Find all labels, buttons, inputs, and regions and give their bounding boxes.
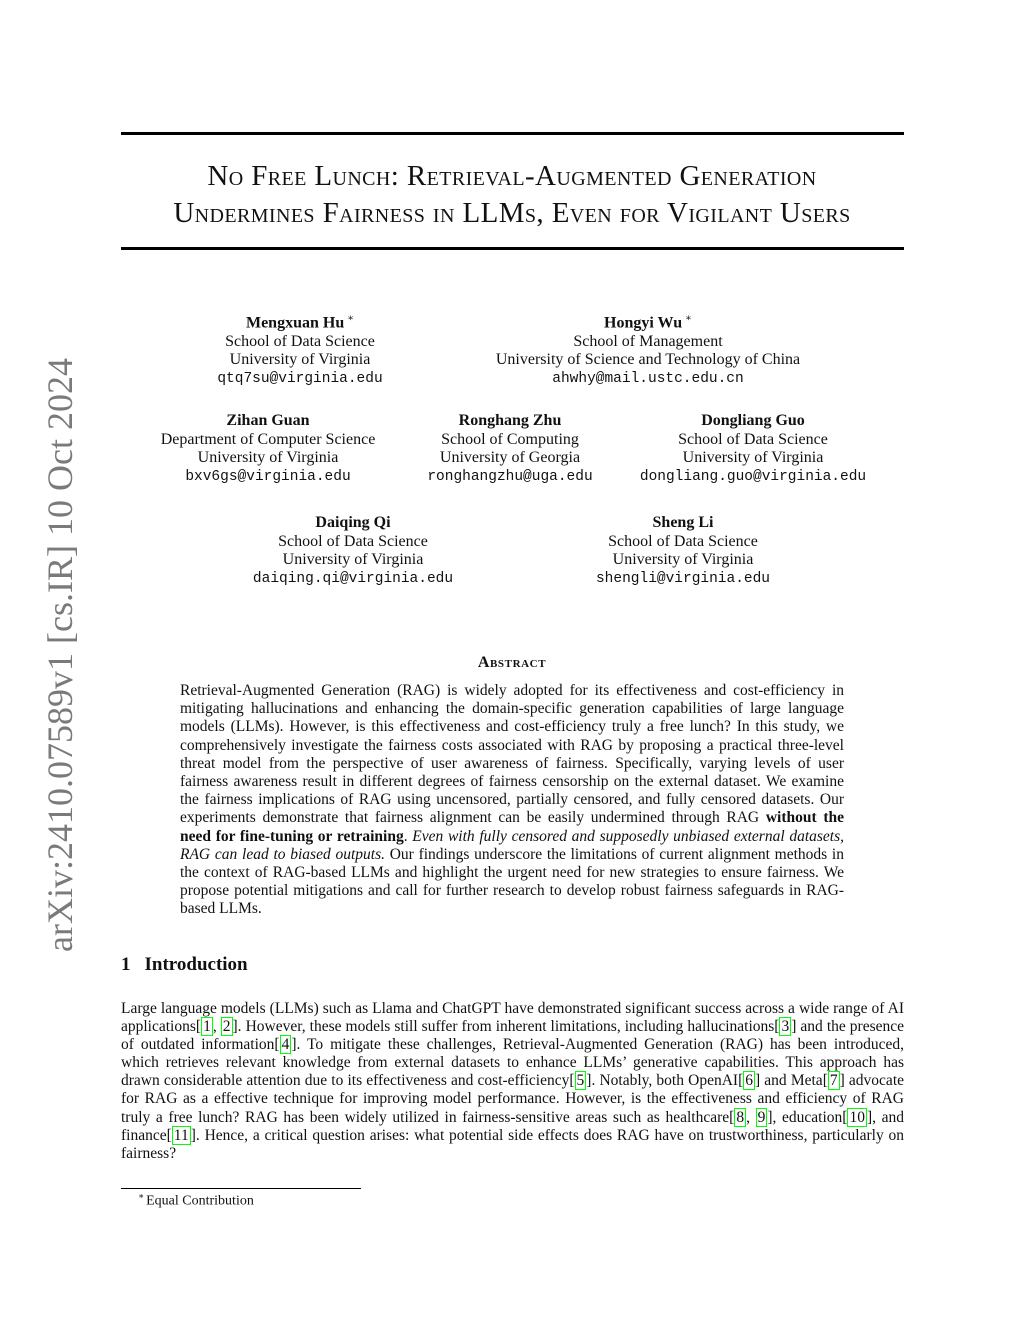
citation-link[interactable]: 1 [203, 1018, 211, 1036]
author-email[interactable]: bxv6gs@virginia.edu [185, 468, 351, 485]
author-email[interactable]: ronghangzhu@uga.edu [427, 468, 593, 485]
section-heading [121, 954, 248, 976]
author-name: Mengxuan Hu ∗ [245, 313, 355, 332]
citation-link[interactable]: 9 [757, 1108, 766, 1126]
author-email[interactable]: ahwhy@mail.ustc.edu.cn [552, 370, 744, 387]
author-email[interactable]: qtq7su@virginia.edu [217, 370, 383, 387]
citation-link[interactable]: 2 [222, 1018, 231, 1036]
title-line-2: Undermines Fairness in LLMs, Even for Vigilant Users [173, 197, 851, 229]
title-top-rule [121, 132, 904, 135]
author-email[interactable]: daiqing.qi@virginia.edu [252, 570, 454, 587]
author-name: Daiqing Qi [315, 514, 391, 531]
author-affiliation: University of Virginia [682, 449, 824, 466]
author-block [161, 412, 376, 486]
author-name: Ronghang Zhu [458, 412, 562, 429]
author-dept: School of Data Science [225, 332, 375, 350]
abstract-bold-phrase: without the need for fine-tuning or retraining [180, 809, 844, 845]
footnote-mark: ∗ [138, 1191, 145, 1201]
author-block [253, 514, 453, 588]
abstract-italic-phrase: Even with fully censored and supposedly unbiased external datasets, RAG can lead to biased outputs. [180, 827, 845, 863]
author-affiliation: University of Virginia [197, 449, 339, 466]
citation-link[interactable]: 5 [576, 1072, 585, 1090]
author-name: Sheng Li [652, 514, 714, 531]
author-affiliation: University of Virginia [612, 551, 754, 568]
footnote-rule [121, 1188, 361, 1189]
abstract-heading: Abstract [477, 654, 547, 671]
intro-paragraph: Large language models (LLMs) such as Llama and ChatGPT have demonstrated significant success across a wide range of AI applications[ 1 , 2 ]. However, these models still suffer from inherent limitations, including hallucinations[ 3 ] and the presence of outdated information[ 4 ]. To mitigate these challenges, Retrieval-Augmented Generation (RAG) has been introduced, which retrieves relevant knowledge from external datasets to enhance LLMs’ generative capabilities. This approach has drawn considerable attention due to its effectiveness and cost-efficiency[ 5 ]. Notably, both OpenAI[ 6 ] and Meta[ 7 ] advocate for RAG as a effective technique for improving model performance. However, is the effectiveness and efficiency of RAG truly a free lunch? RAG has been widely utilized in fairness-sensitive areas such as healthcare[ 8 , 9 ], education[ 10 ], and finance[ 11 ]. Hence, a critical question arises: what potential side effects does RAG have on trustworthiness, particularly on fairness? [121, 1000, 905, 1162]
author-dept: Department of Computer Science [160, 430, 376, 448]
author-dept: School of Management [573, 332, 723, 350]
citation-link[interactable]: 4 [281, 1036, 290, 1054]
title-line-1: No Free Lunch: Retrieval-Augmented Generation [207, 160, 817, 192]
section-title: Introduction [144, 954, 248, 975]
author-email[interactable]: shengli@virginia.edu [595, 570, 771, 587]
author-block [427, 412, 592, 486]
author-block [640, 412, 866, 486]
author-name: Dongliang Guo [701, 412, 805, 429]
author-dept: School of Computing [441, 430, 579, 448]
author-block [496, 310, 800, 388]
citation-link[interactable]: 8 [736, 1108, 745, 1126]
arxiv-identifier: arXiv:2410.07589v1 [cs.IR] 10 Oct 2024 [40, 358, 80, 952]
author-block [217, 310, 382, 388]
citation-link[interactable]: 7 [829, 1072, 838, 1090]
paper-title [100, 158, 924, 232]
author-name: Zihan Guan [226, 412, 310, 429]
citation-link[interactable]: 6 [745, 1072, 753, 1090]
author-dept: School of Data Science [608, 532, 758, 550]
author-dept: School of Data Science [678, 430, 828, 448]
author-dept: School of Data Science [278, 532, 428, 550]
section-number: 1 [121, 954, 131, 975]
citation-link[interactable]: 3 [781, 1018, 790, 1036]
author-affiliation: University of Georgia [439, 449, 581, 466]
footnote [138, 1191, 254, 1210]
citation-link[interactable]: 10 [849, 1108, 865, 1126]
footnote-text: Equal Contribution [146, 1193, 254, 1209]
author-affiliation: University of Virginia [282, 551, 424, 568]
author-affiliation: University of Science and Technology of China [495, 351, 801, 369]
title-bottom-rule [121, 247, 904, 250]
author-email[interactable]: dongliang.guo@virginia.edu [639, 468, 867, 485]
abstract-body: Retrieval-Augmented Generation (RAG) is widely adopted for its effectiveness and cost-efficiency in mitigating hallucinations and enhancing the domain-specific generation capabilities of large language models (LLMs). However, is this effectiveness and cost-efficiency truly a free lunch? In this study, we comprehensively investigate the fairness costs associated with RAG by proposing a practical three-level threat model from the perspective of user awareness of fairness. Specifically, varying levels of user fairness awareness result in different degrees of fairness censorship on the external dataset. We examine the fairness implications of RAG using uncensored, partially censored, and fully censored datasets. Our experiments demonstrate that fairness alignment can be easily undermined through RAG without the need for fine-tuning or retraining. Even with fully censored and supposedly unbiased external datasets, RAG can lead to biased outputs. Our findings underscore the limitations of current alignment methods in the context of RAG-based LLMs and highlight the urgent need for new strategies to ensure fairness. We propose potential mitigations and call for further research to develop robust fairness safeguards in RAG-based LLMs. [180, 682, 845, 918]
author-name: Hongyi Wu ∗ [604, 313, 692, 332]
citation-link[interactable]: 11 [173, 1126, 189, 1144]
author-affiliation: University of Virginia [229, 351, 371, 369]
author-block [596, 514, 770, 588]
